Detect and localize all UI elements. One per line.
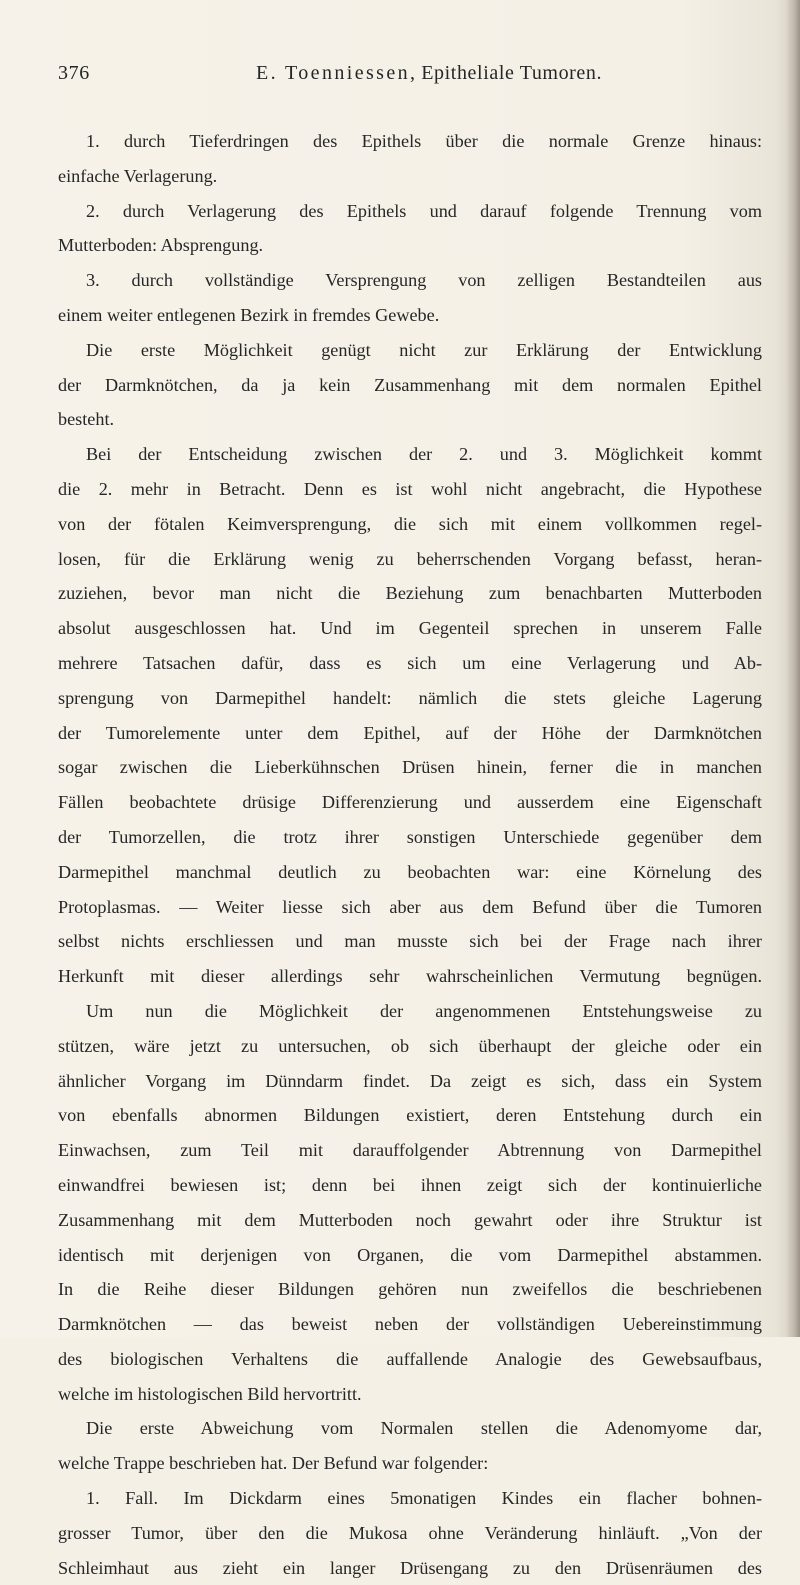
- running-title: [256, 62, 602, 85]
- text-line: Die erste Abweichung vom Normalen stellen die Adenomyome dar,: [86, 1418, 762, 1439]
- text-line: Protoplasmas. — Weiter liesse sich aber aus dem Befund über die Tumoren: [58, 896, 762, 917]
- text-line: der Tumorelemente unter dem Epithel, auf der Höhe der Darmknötchen: [58, 722, 762, 743]
- text-line: 2. durch Verlagerung des Epithels und darauf folgende Trennung vom: [86, 200, 762, 221]
- text-line: einem weiter entlegenen Bezirk in fremdes Gewebe.: [58, 304, 440, 325]
- text-line: Bei der Entscheidung zwischen der 2. und 3. Möglichkeit kommt: [86, 444, 762, 465]
- text-line: des biologischen Verhaltens die auffallende Analogie des Gewebsaufbaus,: [58, 1348, 762, 1369]
- text-line: Einwachsen, zum Teil mit darauffolgender Abtrennung von Darmepithel: [58, 1140, 762, 1161]
- text-line: Mutterboden: Absprengung.: [58, 235, 264, 256]
- text-line: Die erste Möglichkeit genügt nicht zur Erklärung der Entwicklung: [86, 339, 762, 360]
- text-line: Herkunft mit dieser allerdings sehr wahrscheinlichen Vermutung begnügen.: [58, 966, 762, 987]
- page-header: [58, 62, 758, 92]
- text-line: losen, für die Erklärung wenig zu beherrschenden Vorgang befasst, heran-: [58, 548, 762, 569]
- text-line: 1. durch Tieferdringen des Epithels über die normale Grenze hinaus:: [86, 131, 762, 151]
- text-line: der Darmknötchen, da ja kein Zusammenhang mit dem normalen Epithel: [58, 374, 762, 395]
- text-line: In die Reihe dieser Bildungen gehören nun zweifellos die beschriebenen: [58, 1279, 762, 1300]
- text-line: welche Trappe beschrieben hat. Der Befund war folgender:: [58, 1453, 489, 1474]
- page-edge-shadow: [786, 0, 800, 1337]
- title-rest: , Epitheliale Tumoren.: [410, 62, 603, 84]
- text-line: Darmknötchen — das beweist neben der vollständigen Uebereinstimmung: [58, 1314, 762, 1335]
- text-line: stützen, wäre jetzt zu untersuchen, ob sich überhaupt der gleiche oder ein: [58, 1035, 762, 1056]
- body-text: [58, 124, 762, 1585]
- text-line: sprengung von Darmepithel handelt: nämlich die stets gleiche Lagerung: [58, 687, 762, 708]
- text-line: der Tumorzellen, die trotz ihrer sonstigen Unterschiede gegenüber dem: [58, 826, 762, 847]
- text-line: Um nun die Möglichkeit der angenommenen Entstehungsweise zu: [86, 1000, 762, 1021]
- text-line: Schleimhaut aus zieht ein langer Drüsengang zu den Drüsenräumen des: [58, 1557, 762, 1578]
- text-line: selbst nichts erschliessen und man musste sich bei der Frage nach ihrer: [58, 931, 762, 952]
- text-line: einwandfrei bewiesen ist; denn bei ihnen zeigt sich der kontinuierliche: [58, 1174, 762, 1195]
- text-line: welche im histologischen Bild hervortritt.: [58, 1383, 362, 1404]
- text-line: die 2. mehr in Betracht. Denn es ist wohl nicht angebracht, die Hypothese: [58, 478, 762, 499]
- text-line: zuziehen, bevor man nicht die Beziehung zum benachbarten Mutterboden: [58, 583, 762, 604]
- text-line: Zusammenhang mit dem Mutterboden noch gewahrt oder ihre Struktur ist: [58, 1209, 762, 1230]
- page-number: 376: [58, 62, 90, 84]
- text-line: besteht.: [58, 409, 115, 430]
- text-line: Fällen beobachtete drüsige Differenzierung und ausserdem eine Eigenschaft: [58, 792, 762, 813]
- text-line: einfache Verlagerung.: [58, 165, 218, 186]
- text-line: von der fötalen Keimversprengung, die sich mit einem vollkommen regel-: [58, 513, 762, 534]
- author-name: E. Toenniessen: [256, 62, 411, 84]
- text-line: identisch mit derjenigen von Organen, die vom Darmepithel abstammen.: [58, 1244, 762, 1265]
- text-line: sogar zwischen die Lieberkühnschen Drüsen hinein, ferner die in manchen: [58, 757, 762, 778]
- text-line: 3. durch vollständige Versprengung von zelligen Bestandteilen aus: [86, 270, 762, 291]
- text-line: grosser Tumor, über den die Mukosa ohne Veränderung hinläuft. „Von der: [58, 1522, 762, 1543]
- text-line: absolut ausgeschlossen hat. Und im Gegenteil sprechen in unserem Falle: [58, 618, 762, 639]
- text-line: von ebenfalls abnormen Bildungen existiert, deren Entstehung durch ein: [58, 1105, 762, 1126]
- text-line: 1. Fall. Im Dickdarm eines 5monatigen Kindes ein flacher bohnen-: [86, 1488, 762, 1509]
- text-line: Darmepithel manchmal deutlich zu beobachten war: eine Körnelung des: [58, 861, 762, 882]
- text-line: mehrere Tatsachen dafür, dass es sich um eine Verlagerung und Ab-: [58, 652, 762, 673]
- text-line: ähnlicher Vorgang im Dünndarm findet. Da zeigt es sich, dass ein System: [58, 1070, 762, 1091]
